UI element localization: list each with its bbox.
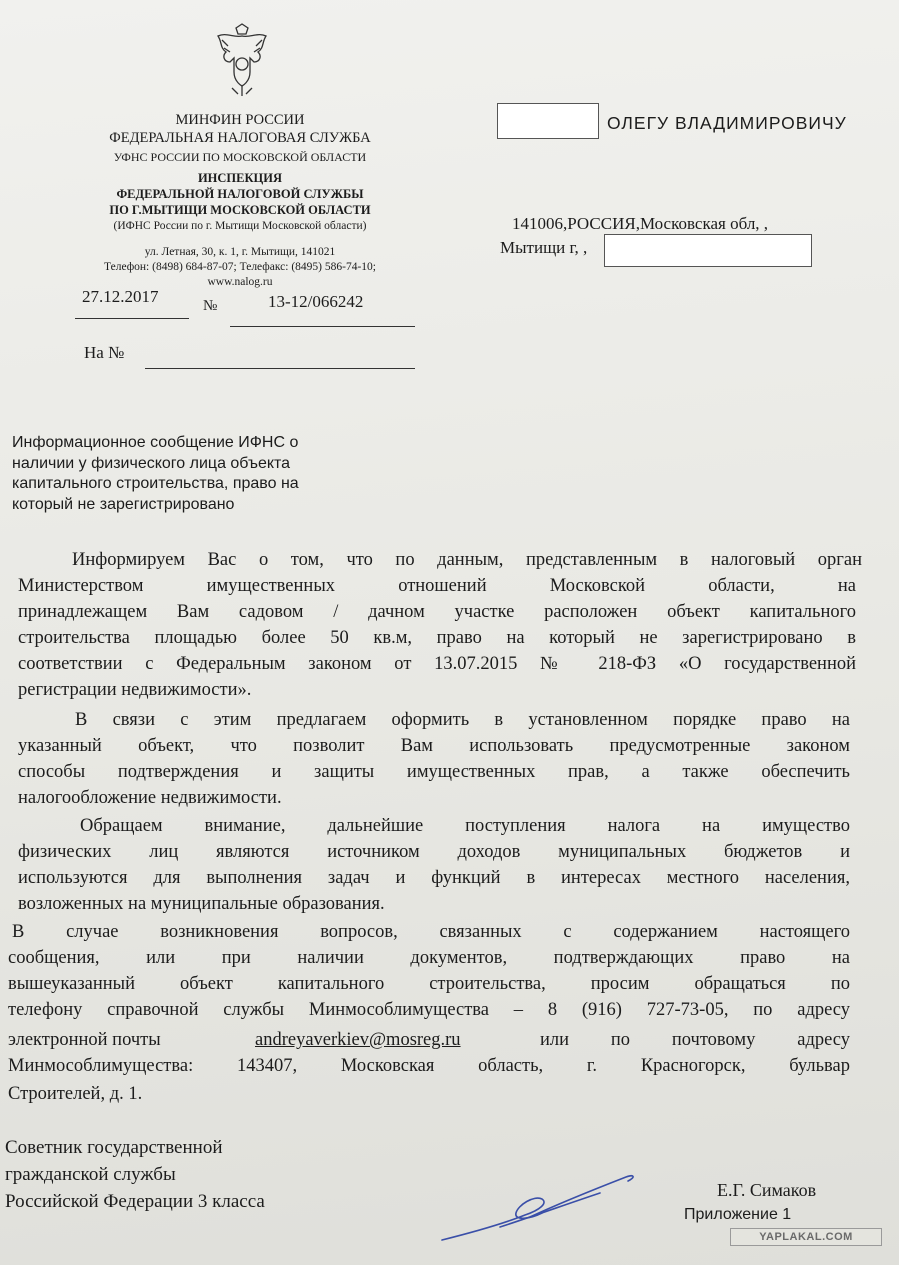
appendix-label: Приложение 1 [684, 1206, 792, 1223]
body-line: используются для выполнения задач и функций в интересах местного населения, [18, 868, 850, 888]
body-line: возложенных на муниципальные образования. [18, 894, 385, 914]
recipient-name: ОЛЕГУ ВЛАДИМИРОВИЧУ [607, 113, 847, 133]
sender-phones: Телефон: (8498) 684-87-07; Телефакс: (8495) 586-74-10; [104, 261, 376, 273]
signatory-position-1: Советник государственной [5, 1137, 223, 1158]
reply-to-label: На № [84, 343, 125, 362]
date-underline [75, 318, 189, 319]
body-line: В связи с этим предлагаем оформить в установленном порядке право на [75, 710, 850, 730]
body-line: физических лиц являются источником доходов муниципальных бюджетов и [18, 842, 850, 862]
ministry-name: МИНФИН РОССИИ [175, 112, 305, 128]
recipient-address-line-1: 141006,РОССИЯ,Московская обл, , [512, 214, 769, 233]
reply-to-underline [145, 368, 415, 369]
sender-address: ул. Летная, 30, к. 1, г. Мытищи, 141021 [144, 246, 336, 258]
watermark: YAPLAKAL.COM [730, 1228, 882, 1246]
body-line: В случае возникновения вопросов, связанных с содержанием настоящего [12, 922, 850, 942]
body-line: телефону справочной службы Минмособлимущества – 8 (916) 727-73-05, по адресу [8, 1000, 850, 1020]
body-line: соответствии с Федеральным законом от 13.07.2015 № 218-ФЗ «О государственной [18, 654, 856, 674]
recipient-address-line-2: Мытищи г, , [500, 238, 588, 257]
inspection-short-name: (ИФНС России по г. Мытищи Московской области) [113, 220, 367, 232]
email-link[interactable]: andreyaverkiev@mosreg.ru [255, 1030, 461, 1050]
redacted-surname [497, 103, 599, 139]
signatory-position-3: Российской Федерации 3 класса [5, 1191, 265, 1212]
signatory-position-2: гражданской службы [5, 1164, 176, 1185]
body-line: налогообложение недвижимости. [18, 788, 282, 808]
body-line: сообщения, или при наличии документов, подтверждающих право на [8, 948, 850, 968]
service-name: ФЕДЕРАЛЬНАЯ НАЛОГОВАЯ СЛУЖБА [109, 130, 371, 146]
body-line: способы подтверждения и защиты имущественных прав, а также обеспечить [18, 762, 850, 782]
body-line: электронной почты [8, 1030, 161, 1050]
body-line: Министерством имущественных отношений Московской области, на [18, 576, 856, 596]
body-line: вышеуказанный объект капитального строительства, просим обращаться по [8, 974, 850, 994]
body-line: принадлежащем Вам садовом / дачном участке расположен объект капитального [18, 602, 856, 622]
signatory-name: Е.Г. Симаков [717, 1180, 817, 1200]
body-line: или по почтовому адресу [540, 1030, 850, 1050]
department-name: УФНС РОССИИ ПО МОСКОВСКОЙ ОБЛАСТИ [113, 150, 367, 164]
number-label: № [203, 298, 218, 314]
body-line: Информируем Вас о том, что по данным, представленным в налоговый орган [72, 550, 862, 570]
body-line: Строителей, д. 1. [8, 1084, 143, 1104]
number-underline [230, 326, 415, 327]
letter-subject: Информационное сообщение ИФНС о наличии у физического лица объекта капитального строительства, право на который не зарегистрировано [12, 434, 299, 513]
coat-of-arms-icon [212, 22, 272, 98]
body-line: указанный объект, что позволит Вам использовать предусмотренные законом [18, 736, 850, 756]
redacted-street [604, 234, 812, 267]
body-line: Минмособлимущества: 143407, Московская область, г. Красногорск, бульвар [8, 1056, 850, 1076]
body-line: регистрации недвижимости». [18, 680, 252, 700]
document-number: 13-12/066242 [268, 292, 364, 311]
handwritten-signature [430, 1155, 660, 1260]
inspection-line-3: ПО Г.МЫТИЩИ МОСКОВСКОЙ ОБЛАСТИ [109, 203, 371, 217]
document-date: 27.12.2017 [82, 287, 159, 306]
sender-website: www.nalog.ru [207, 276, 273, 288]
inspection-line-1: ИНСПЕКЦИЯ [197, 171, 283, 185]
body-line: строительства площадью более 50 кв.м, право на который не зарегистрировано в [18, 628, 856, 648]
body-line: Обращаем внимание, дальнейшие поступления налога на имущество [80, 816, 850, 836]
inspection-line-2: ФЕДЕРАЛЬНОЙ НАЛОГОВОЙ СЛУЖБЫ [116, 187, 364, 201]
